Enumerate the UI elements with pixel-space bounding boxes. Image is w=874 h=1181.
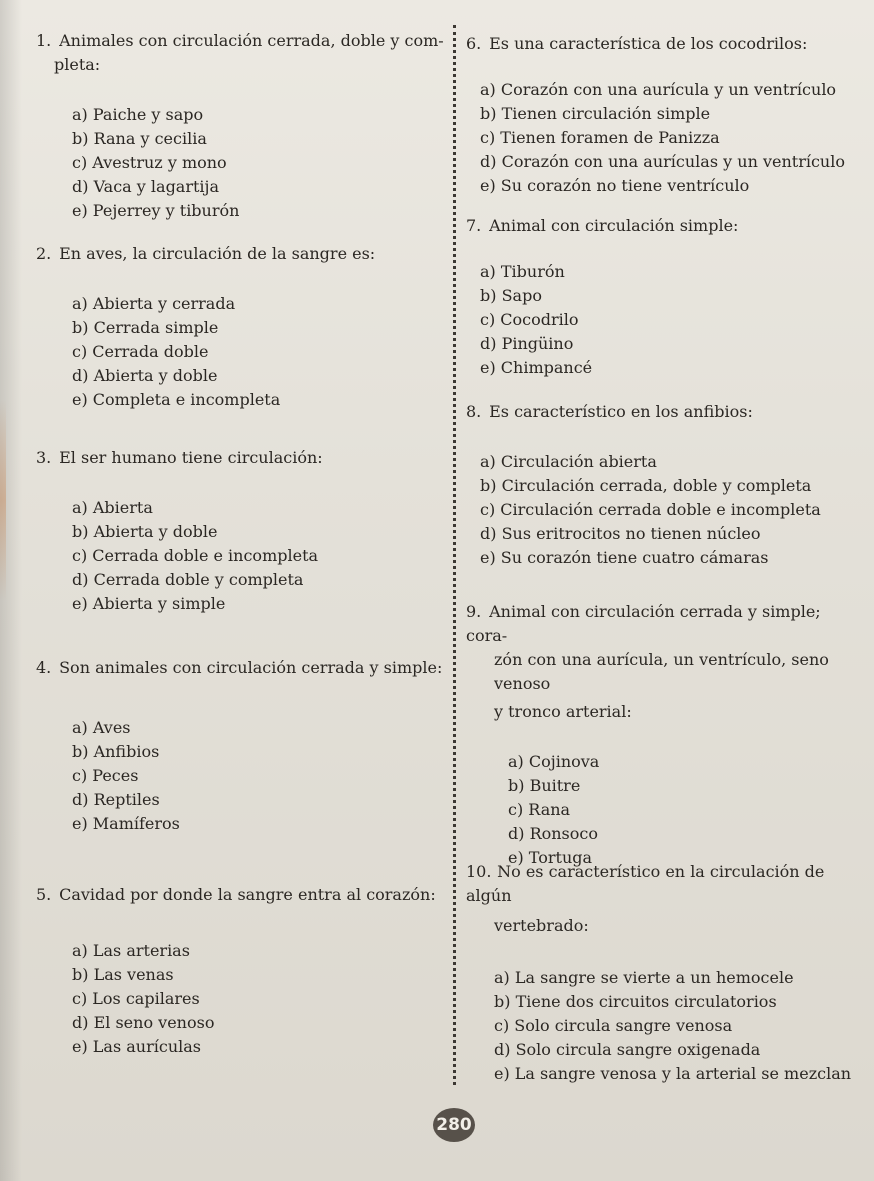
page-edge-mark: [0, 400, 6, 600]
option: e) Mamíferos: [72, 814, 180, 833]
option: e) Tortuga: [508, 848, 593, 867]
option: c) Circulación cerrada doble e incompleta: [480, 500, 821, 519]
question-8: [466, 400, 821, 570]
option: e) Abierta y simple: [72, 594, 226, 613]
option: c) Tienen foramen de Panizza: [480, 128, 720, 147]
question-8-text: 8. Es característico en los anfibios:: [466, 402, 753, 421]
option: e) Pejerrey y tiburón: [72, 201, 240, 220]
question-9: [466, 600, 866, 870]
question-10-text-cont: vertebrado:: [494, 916, 589, 935]
option: d) Sus eritrocitos no tienen núcleo: [480, 524, 761, 543]
option: a) Circulación abierta: [480, 452, 657, 471]
question-9-text-cont2: y tronco arterial:: [494, 702, 632, 721]
page-number: 280: [433, 1108, 475, 1142]
option: c) Peces: [72, 766, 139, 785]
option: b) Circulación cerrada, doble y completa: [480, 476, 812, 495]
question-1-text: 1. Animales con circulación cerrada, doble y com-: [36, 31, 444, 50]
question-7: [466, 214, 738, 380]
question-7-text: 7. Animal con circulación simple:: [466, 216, 739, 235]
question-9-text: 9. Animal con circulación cerrada y simple; cora-: [466, 602, 821, 645]
option: d) Ronsoco: [508, 824, 598, 843]
option: c) Los capilares: [72, 989, 200, 1008]
question-2: [36, 242, 375, 412]
question-10-text: 10. No es característico en la circulación de algún: [466, 862, 825, 905]
question-1: [36, 29, 444, 223]
question-6-text: 6. Es una característica de los cocodrilos:: [466, 34, 808, 53]
option: c) Cerrada doble e incompleta: [72, 546, 319, 565]
option: b) Anfibios: [72, 742, 160, 761]
option: d) Vaca y lagartija: [72, 177, 220, 196]
question-5: [36, 883, 436, 1059]
option: d) Corazón con una aurículas y un ventrículo: [480, 152, 845, 171]
option: b) Buitre: [508, 776, 581, 795]
option: e) Su corazón tiene cuatro cámaras: [480, 548, 769, 567]
question-2-text: 2. En aves, la circulación de la sangre es:: [36, 244, 376, 263]
question-9-text-cont: zón con una aurícula, un ventrículo, seno venoso: [494, 650, 829, 693]
option: a) Corazón con una aurícula y un ventrículo: [480, 80, 837, 99]
option: b) Tienen circulación simple: [480, 104, 711, 123]
option: c) Solo circula sangre venosa: [494, 1016, 733, 1035]
question-6: [466, 32, 845, 198]
column-divider: [453, 25, 456, 1085]
option: d) Reptiles: [72, 790, 160, 809]
option: e) La sangre venosa y la arterial se mezclan: [494, 1064, 852, 1083]
option: b) Rana y cecilia: [72, 129, 207, 148]
option: c) Cocodrilo: [480, 310, 579, 329]
option: c) Rana: [508, 800, 571, 819]
option: b) Sapo: [480, 286, 542, 305]
option: d) El seno venoso: [72, 1013, 215, 1032]
option: a) Tiburón: [480, 262, 565, 281]
option: c) Cerrada doble: [72, 342, 209, 361]
question-5-text: 5. Cavidad por donde la sangre entra al corazón:: [36, 885, 436, 904]
option: e) Chimpancé: [480, 358, 593, 377]
question-3-text: 3. El ser humano tiene circulación:: [36, 448, 323, 467]
question-4: [36, 656, 442, 836]
question-4-text: 4. Son animales con circulación cerrada y simple:: [36, 658, 443, 677]
option: e) Completa e incompleta: [72, 390, 281, 409]
option: b) Cerrada simple: [72, 318, 219, 337]
option: a) La sangre se vierte a un hemocele: [494, 968, 794, 987]
option: d) Cerrada doble y completa: [72, 570, 304, 589]
option: b) Abierta y doble: [72, 522, 218, 541]
option: a) Aves: [72, 718, 131, 737]
option: e) Su corazón no tiene ventrículo: [480, 176, 750, 195]
question-3: [36, 446, 323, 616]
option: e) Las aurículas: [72, 1037, 201, 1056]
option: d) Solo circula sangre oxigenada: [494, 1040, 761, 1059]
option: b) Tiene dos circuitos circulatorios: [494, 992, 777, 1011]
option: a) Abierta y cerrada: [72, 294, 236, 313]
option: b) Las venas: [72, 965, 174, 984]
option: d) Abierta y doble: [72, 366, 218, 385]
option: a) Paiche y sapo: [72, 105, 204, 124]
option: a) Cojinova: [508, 752, 600, 771]
question-1-text-cont: pleta:: [54, 55, 101, 74]
option: d) Pingüino: [480, 334, 574, 353]
option: c) Avestruz y mono: [72, 153, 227, 172]
question-10: [466, 860, 866, 1086]
option: a) Las arterias: [72, 941, 190, 960]
option: a) Abierta: [72, 498, 153, 517]
